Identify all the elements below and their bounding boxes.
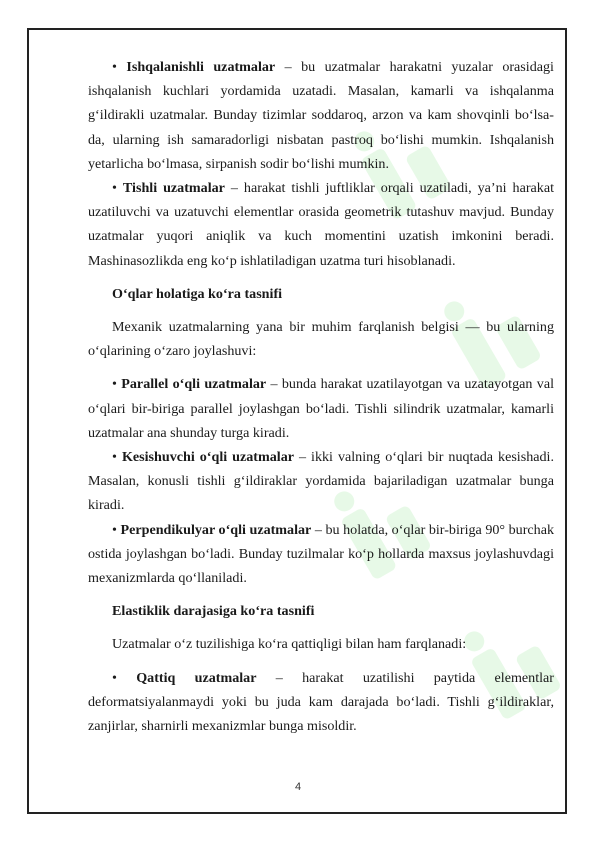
list-item: • Perpendikulyar o‘qli uzatmalar – bu holatda, o‘qlar bir-biriga 90° burchak ostida joylashgan bo‘ladi. Bunday tuzilmalar ko‘p hollarda maxsus joylashuvdagi mexanizmlarda qo‘llaniladi. bbox=[88, 521, 554, 587]
item-text: – bu uzatmalar harakatni yuzalar orasidagi ishqalanish kuchlari yordamida uzatadi. Masalan, kamarli va ishqalanma g‘ildirakli uzatmalar. Bunday tizimlar soddaroq, arzon va kam shovqinli bo‘lsa-da, ularning ish samaradorligi nisbatan pastroq bo‘lishi mumkin. Ishqalanish yetarlicha bo‘lmasa, sirpanish sodir bo‘lishi mumkin. bbox=[88, 59, 554, 172]
item-text: – ikki valning o‘qlari bir nuqtada kesishadi. Masalan, konusli tishli g‘ildiraklar yordamida bajariladigan uzatmalar bunga kiradi. bbox=[88, 449, 554, 514]
document-body bbox=[88, 55, 554, 738]
list-item: • Parallel o‘qli uzatmalar – bunda harakat uzatilayotgan va uzatayotgan val o‘qlari bir-biriga parallel joylashgan bo‘ladi. Tishli silindrik uzatmalar, kamarli uzatmalar ana shunday turga kiradi. bbox=[88, 376, 554, 441]
item-title: Qattiq uzatmalar bbox=[136, 669, 257, 686]
list-item: • Ishqalanishli uzatmalar – bu uzatmalar harakatni yuzalar orasidagi ishqalanish kuchlari yordamida uzatadi. Masalan, kamarli va ishqalanma g‘ildirakli uzatmalar. Bunday tizimlar soddaroq, arzon va kam shovqinli bo‘lsa-da, ularning ish samaradorligi nisbatan pastroq bo‘lishi mumkin. Ishqalanish yetarlicha bo‘lmasa, sirpanish sodir bo‘lishi mumkin. bbox=[88, 59, 554, 172]
item-text: – harakat tishli juftliklar orqali uzatiladi, ya’ni harakat uzatiluvchi va uzatuvchi elementlar orasida geometrik tutashuv mavjud. Bunday uzatmalar yuqori aniqlik va kuch momentini uzatish imkonini beradi. Mashinasozlikda eng ko‘p ishlatiladigan uzatma turi hisoblanadi. bbox=[88, 180, 554, 269]
section-heading: Elastiklik darajasiga ko‘ra tasnifi bbox=[112, 603, 315, 620]
list-item: • Qattiq uzatmalar – harakat uzatilishi paytida elementlar deformatsiyalanmaydi yoki bu juda kam darajada bo‘ladi. Tishli g‘ildiraklar, zanjirlar, sharnirli mexanizmlar bunga misoldir. bbox=[88, 669, 554, 735]
item-title: Tishli uzatmalar bbox=[122, 180, 225, 197]
section-heading: O‘qlar holatiga ko‘ra tasnifi bbox=[112, 285, 283, 302]
item-text: – bunda harakat uzatilayotgan va uzatayotgan val o‘qlari bir-biriga parallel joylashgan bo‘ladi. Tishli silindrik uzatmalar, kamarli uzatmalar ana shunday turga kiradi. bbox=[88, 376, 554, 441]
item-title: Parallel o‘qli uzatmalar bbox=[121, 376, 267, 393]
section-intro: Mexanik uzatmalarning yana bir muhim farqlanish belgisi — bu ularning o‘qlarining o‘zaro joylashuvi: bbox=[88, 319, 554, 360]
list-item: • Tishli uzatmalar – harakat tishli juftliklar orqali uzatiladi, ya’ni harakat uzatiluvchi va uzatuvchi elementlar orasida geometrik tutashuv mavjud. Bunday uzatmalar yuqori aniqlik va kuch momentini uzatish imkonini beradi. Mashinasozlikda eng ko‘p ishlatiladigan uzatma turi hisoblanadi. bbox=[88, 180, 554, 269]
item-title: Ishqalanishli uzatmalar bbox=[126, 59, 276, 75]
item-text: – bu holatda, o‘qlar bir-biriga 90° burchak ostida joylashgan bo‘ladi. Bunday tuzilmalar ko‘p hollarda maxsus joylashuvdagi mexanizmlarda qo‘llaniladi. bbox=[88, 521, 554, 587]
item-title: Kesishuvchi o‘qli uzatmalar bbox=[121, 449, 295, 466]
page-number: 4 bbox=[294, 781, 302, 793]
list-item: • Kesishuvchi o‘qli uzatmalar – ikki valning o‘qlari bir nuqtada kesishadi. Masalan, konusli tishli g‘ildiraklar yordamida bajariladigan uzatmalar bunga kiradi. bbox=[88, 449, 554, 514]
item-text: – harakat uzatilishi paytida elementlar deformatsiyalanmaydi yoki bu juda kam darajada bo‘ladi. Tishli g‘ildiraklar, zanjirlar, sharnirli mexanizmlar bunga misoldir. bbox=[88, 669, 554, 735]
item-title: Perpendikulyar o‘qli uzatmalar bbox=[120, 521, 312, 538]
section-intro: Uzatmalar o‘z tuzilishiga ko‘ra qattiqligi bilan ham farqlanadi: bbox=[112, 636, 467, 653]
